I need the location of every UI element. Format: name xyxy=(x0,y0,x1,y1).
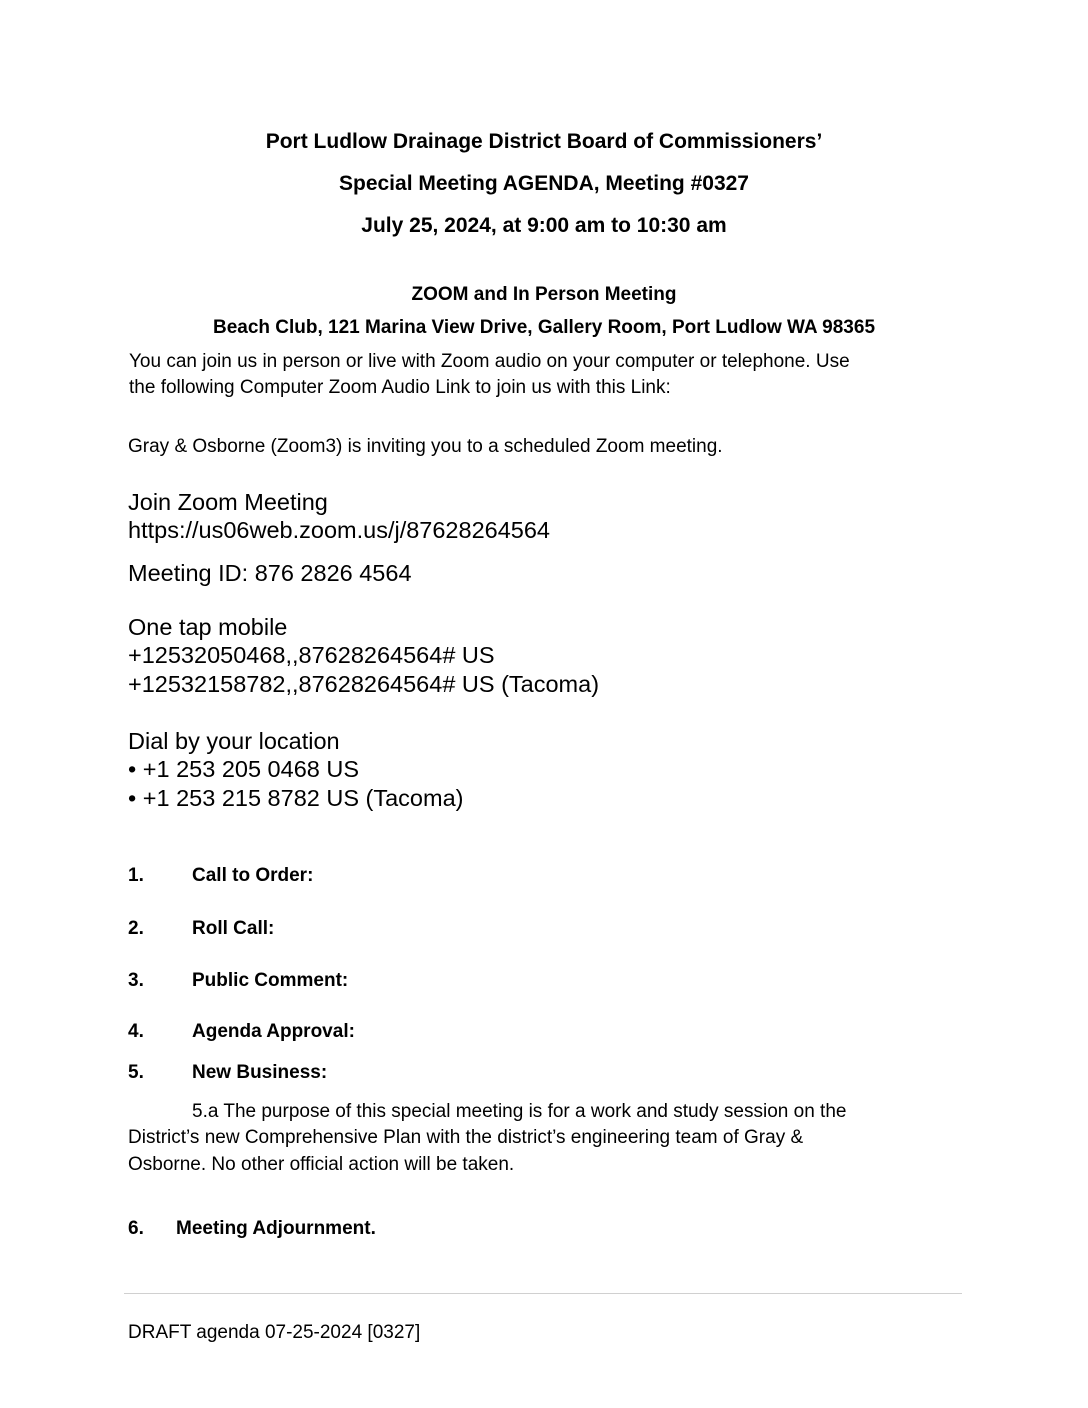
agenda-item-number: 3. xyxy=(128,970,144,991)
agenda-item-number: 6. xyxy=(128,1218,144,1239)
agenda-item-number: 2. xyxy=(128,918,144,939)
agenda-item xyxy=(128,970,528,994)
agenda-item xyxy=(128,1218,528,1242)
agenda-item-number: 4. xyxy=(128,1021,144,1042)
agenda-item-label: Call to Order: xyxy=(192,865,314,886)
agenda-item xyxy=(128,918,528,942)
agenda-item-label: Meeting Adjournment. xyxy=(176,1218,376,1239)
intro-line-2: the following Computer Zoom Audio Link to join us with this Link: xyxy=(129,377,671,398)
agenda-item xyxy=(128,1062,528,1086)
agenda-item-label: New Business: xyxy=(192,1062,328,1083)
agenda-item-number: 5. xyxy=(128,1062,144,1083)
agenda-item-number: 1. xyxy=(128,865,144,886)
meeting-subtitle: Special Meeting AGENDA, Meeting #0327 xyxy=(338,172,749,195)
dial-location-label: Dial by your location xyxy=(128,728,340,754)
one-tap-number-2[interactable]: +12532158782,,87628264564# US (Tacoma) xyxy=(128,671,600,697)
footer-text: DRAFT agenda 07-25-2024 [0327] xyxy=(128,1322,421,1343)
one-tap-label: One tap mobile xyxy=(128,614,288,640)
agenda-item-label: Public Comment: xyxy=(192,970,349,991)
zoom-meeting-link[interactable]: https://us06web.zoom.us/j/87628264564 xyxy=(128,517,550,543)
agenda-item xyxy=(128,865,528,889)
meeting-date: July 25, 2024, at 9:00 am to 10:30 am xyxy=(361,214,727,237)
agenda-item-label: Roll Call: xyxy=(192,918,275,939)
document-title: Port Ludlow Drainage District Board of Commissioners’ xyxy=(265,130,823,153)
new-business-line-3: Osborne. No other official action will be taken. xyxy=(128,1154,515,1175)
join-zoom-label: Join Zoom Meeting xyxy=(128,489,328,515)
agenda-item-label: Agenda Approval: xyxy=(192,1021,355,1042)
footer-divider xyxy=(124,1293,962,1294)
meeting-address: Beach Club, 121 Marina View Drive, Gallery Room, Port Ludlow WA 98365 xyxy=(212,317,876,338)
agenda-item xyxy=(128,1021,528,1045)
new-business-line-2: District’s new Comprehensive Plan with the district’s engineering team of Gray & xyxy=(128,1127,804,1148)
meeting-format: ZOOM and In Person Meeting xyxy=(411,284,677,305)
zoom-invite-text: Gray & Osborne (Zoom3) is inviting you to a scheduled Zoom meeting. xyxy=(128,436,723,457)
meeting-id: Meeting ID: 876 2826 4564 xyxy=(128,560,412,586)
dial-number-2: • +1 253 215 8782 US (Tacoma) xyxy=(128,785,464,811)
one-tap-number-1[interactable]: +12532050468,,87628264564# US xyxy=(128,642,495,668)
intro-line-1: You can join us in person or live with Zoom audio on your computer or telephone. Use xyxy=(129,351,850,372)
new-business-line-1: 5.a The purpose of this special meeting is for a work and study session on the xyxy=(192,1101,847,1122)
dial-number-1: • +1 253 205 0468 US xyxy=(128,756,360,782)
